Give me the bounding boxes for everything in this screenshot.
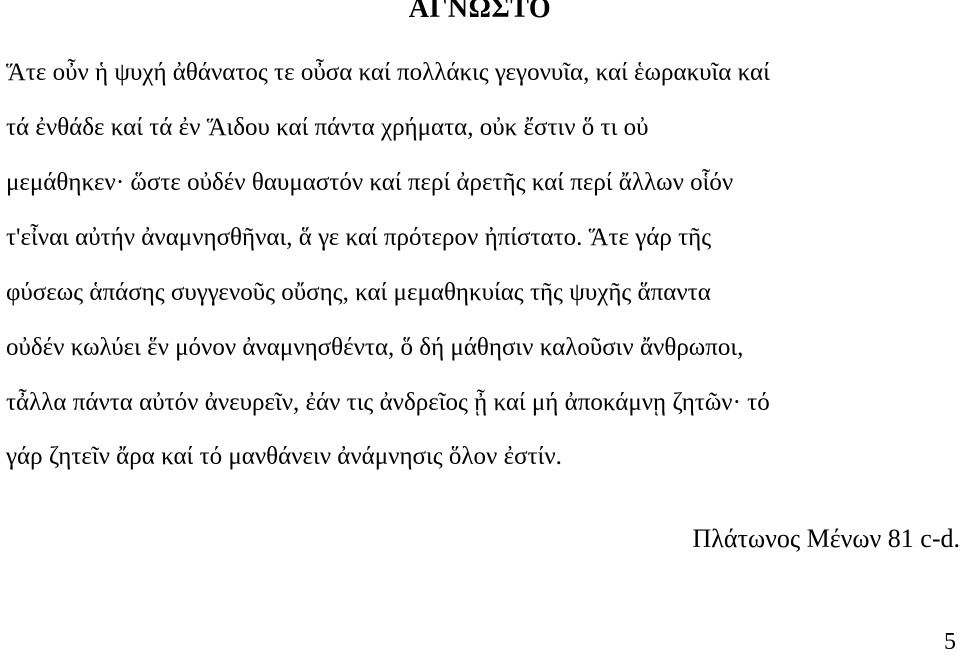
text-line: τά ἐνθάδε καί τά ἐν Ἅιδου καί πάντα χρήματα, οὐκ ἔστιν ὅ τι οὐ [6,114,649,141]
page-number: 5 [944,629,956,655]
text-line: Ἅτε οὖν ἡ ψυχή ἀθάνατος τε οὖσα καί πολλάκις γεγονυῖα, καί ἑωρακυῖα καί [6,59,770,86]
text-line: φύσεως ἁπάσης συγγενοῦς οὔσης, καί μεμαθηκυίας τῆς ψυχῆς ἅπαντα [6,279,711,306]
text-line: οὐδέν κωλύει ἕν μόνον ἀναμνησθέντα, ὅ δή μάθησιν καλοῦσιν ἄνθρωποι, [6,334,744,361]
text-line: τἆλλα πάντα αὐτόν ἀνευρεῖν, ἐάν τις ἀνδρεῖος ᾖ καί μή ἀποκάμνῃ ζητῶν· τό [6,389,770,416]
text-line: γάρ ζητεῖν ἄρα καί τό μανθάνειν ἀνάμνησις ὅλον ἐστίν. [6,443,562,470]
citation: Πλάτωνος Μένων 81 c-d. [692,524,960,553]
text-line: μεμάθηκεν· ὥστε οὐδέν θαυμαστόν καί περί ἀρετῆς καί περί ἄλλων οἷόν [6,169,734,196]
page-title: ΑΓΝΩΣΤΟ [408,0,552,24]
text-line: τ'εἶναι αὐτήν ἀναμνησθῆναι, ἅ γε καί πρότερον ἠπίστατο. Ἅτε γάρ τῆς [6,224,712,251]
